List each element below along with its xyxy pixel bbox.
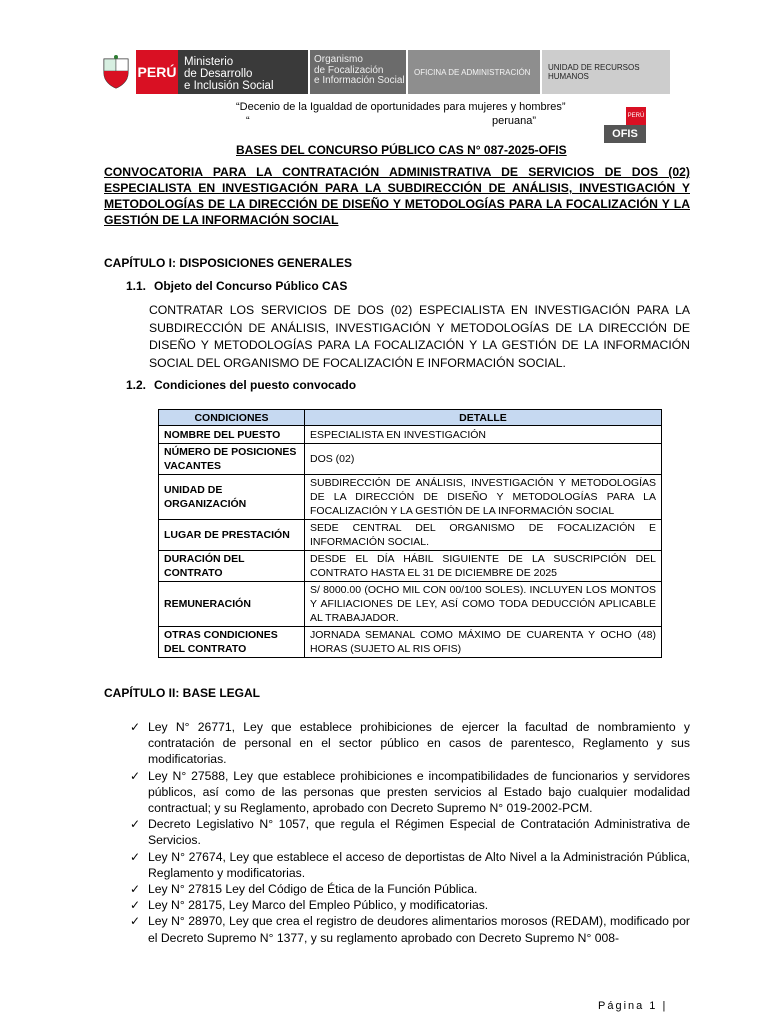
page-number: Página 1 | bbox=[598, 1000, 668, 1012]
document-title: BASES DEL CONCURSO PÚBLICO CAS N° 087-2025-OFIS bbox=[236, 143, 567, 157]
table-row bbox=[159, 582, 662, 627]
law-text: Ley N° 27815 Ley del Código de Ética de la Función Pública. bbox=[148, 882, 478, 897]
organismo-name bbox=[310, 50, 406, 94]
section-1-1-title bbox=[126, 279, 347, 293]
section-number: 1.1. bbox=[126, 279, 147, 293]
table-key: DURACIÓN DEL CONTRATO bbox=[159, 551, 305, 582]
table-value: S/ 8000.00 (OCHO MIL CON 00/100 SOLES). INCLUYEN LOS MONTOS Y AFILIACIONES DE LEY, ASÍ COMO TODA DEDUCCIÓN APLICABLE AL TRABAJADOR. bbox=[305, 582, 662, 627]
table-row bbox=[159, 426, 662, 444]
conditions-table bbox=[158, 409, 662, 658]
law-text: Decreto Legislativo N° 1057, que regula el Régimen Especial de Contratación Administrativa de Servicios. bbox=[148, 817, 690, 848]
table-header-detalle: DETALLE bbox=[305, 410, 662, 426]
law-text: Ley N° 28175, Ley Marco del Empleo Público, y modificatorias. bbox=[148, 898, 489, 913]
organismo-line: Organismo bbox=[314, 54, 363, 65]
table-value: ESPECIALISTA EN INVESTIGACIÓN bbox=[305, 426, 662, 444]
table-row bbox=[159, 520, 662, 551]
list-item bbox=[130, 849, 690, 881]
law-text: Ley N° 26771, Ley que establece prohibiciones de ejercer la facultad de nombramiento y contratación de personal en el sector público en casos de parentesco, Reglamento y sus modificatorias. bbox=[148, 720, 690, 767]
table-row bbox=[159, 551, 662, 582]
list-item bbox=[130, 768, 690, 817]
table-value: DOS (02) bbox=[305, 444, 662, 475]
objeto-paragraph: CONTRATAR LOS SERVICIOS DE DOS (02) ESPECIALISTA EN INVESTIGACIÓN PARA LA SUBDIRECCIÓN DE ANÁLISIS, INVESTIGACIÓN Y METODOLOGÍAS DE LA DIRECCIÓN DE DISEÑO Y METODOLOGÍAS PARA LA FOCALIZACIÓN Y LA GESTIÓN DE LA INFORMACIÓN SOCIAL DEL ORGANISMO DE FOCALIZACIÓN E INFORMACIÓN SOCIAL. bbox=[149, 303, 690, 370]
legal-basis-list bbox=[130, 719, 690, 946]
section-1-2-title bbox=[126, 378, 356, 392]
table-header-row bbox=[159, 410, 662, 426]
table-key: UNIDAD DE ORGANIZACIÓN bbox=[159, 475, 305, 520]
law-text: Ley N° 28970, Ley que crea el registro de deudores alimentarios morosos (REDAM), modificado por el Decreto Supremo N° 1377, y su reglamento aprobado con Decreto Supremo N° 008- bbox=[148, 914, 690, 945]
section-label: Objeto del Concurso Público CAS bbox=[154, 279, 348, 293]
institution-header bbox=[96, 50, 676, 94]
law-text: Ley N° 27588, Ley que establece prohibiciones e incompatibilidades de funcionarios y servidores públicos, así como de las personas que presten servicios al Estado bajo cualquier modalidad contractual; y su Reglamento, aprobado con Decreto Supremo N° 019-2002-PCM. bbox=[148, 768, 690, 816]
table-value: SEDE CENTRAL DEL ORGANISMO DE FOCALIZACIÓN E INFORMACIÓN SOCIAL. bbox=[305, 520, 662, 551]
organismo-line: e Información Social bbox=[314, 75, 405, 86]
decenio-peruana: peruana” bbox=[491, 115, 536, 127]
ministry-line: e Inclusión Social bbox=[184, 80, 274, 92]
coat-of-arms-icon bbox=[96, 50, 136, 94]
table-row bbox=[159, 627, 662, 658]
convocatoria-heading: CONVOCATORIA PARA LA CONTRATACIÓN ADMINISTRATIVA DE SERVICIOS DE DOS (02) ESPECIALISTA EN INVESTIGACIÓN PARA LA SUBDIRECCIÓN DE ANÁLISIS, INVESTIGACIÓN Y METODOLOGÍAS DE LA DIRECCIÓN DE DISEÑO Y METODOLOGÍAS PARA LA FOCALIZACIÓN Y LA GESTIÓN DE LA INFORMACIÓN SOCIAL bbox=[104, 165, 690, 227]
organismo-line: de Focalización bbox=[314, 64, 384, 76]
table-value: JORNADA SEMANAL COMO MÁXIMO DE CUARENTA Y OCHO (48) HORAS (SUJETO AL RIS OFIS) bbox=[305, 627, 662, 658]
checkmark-icon: ✓ bbox=[130, 720, 141, 734]
oficina-name: OFICINA DE ADMINISTRACIÓN bbox=[408, 50, 540, 94]
law-text: Ley N° 27674, Ley que establece el acceso de deportistas de Alto Nivel a la Administración Pública, Reglamento y modificatorias. bbox=[148, 849, 690, 880]
table-header-condiciones: CONDICIONES bbox=[159, 410, 305, 426]
peru-brand: PERÚ bbox=[136, 50, 178, 94]
decenio-line-1: “Decenio de la Igualdad de oportunidades para mujeres y hombres” bbox=[236, 101, 566, 113]
checkmark-icon: ✓ bbox=[130, 817, 141, 832]
section-number: 1.2. bbox=[126, 378, 147, 392]
ofis-logo bbox=[604, 107, 646, 145]
table-row bbox=[159, 475, 662, 520]
list-item bbox=[130, 816, 690, 848]
ofis-label: OFIS bbox=[604, 125, 646, 143]
list-item bbox=[130, 881, 690, 897]
ministry-line: Ministerio bbox=[184, 56, 234, 68]
table-key: NOMBRE DEL PUESTO bbox=[159, 426, 305, 444]
checkmark-icon: ✓ bbox=[130, 882, 141, 897]
table-row bbox=[159, 444, 662, 475]
checkmark-icon: ✓ bbox=[130, 768, 141, 783]
ministry-name bbox=[178, 50, 308, 94]
checkmark-icon: ✓ bbox=[130, 849, 141, 864]
chapter-1-title: CAPÍTULO I: DISPOSICIONES GENERALES bbox=[104, 256, 353, 270]
ministry-line: de Desarrollo bbox=[184, 68, 253, 80]
list-item bbox=[130, 897, 690, 913]
list-item bbox=[130, 913, 690, 945]
chapter-2-title: CAPÍTULO II: BASE LEGAL bbox=[104, 686, 260, 700]
checkmark-icon: ✓ bbox=[130, 914, 141, 929]
table-key: LUGAR DE PRESTACIÓN bbox=[159, 520, 305, 551]
unidad-name: UNIDAD DE RECURSOS HUMANOS bbox=[542, 50, 670, 94]
table-key: REMUNERACIÓN bbox=[159, 582, 305, 627]
decenio-open-quote: “ bbox=[246, 115, 250, 127]
list-item bbox=[130, 719, 690, 768]
table-key: OTRAS CONDICIONES DEL CONTRATO bbox=[159, 627, 305, 658]
table-key: NÚMERO DE POSICIONES VACANTES bbox=[159, 444, 305, 475]
table-value: SUBDIRECCIÓN DE ANÁLISIS, INVESTIGACIÓN Y METODOLOGÍAS DE LA DIRECCIÓN DE DISEÑO Y METODOLOGÍAS PARA LA FOCALIZACIÓN Y LA GESTIÓN DE LA INFORMACIÓN SOCIAL bbox=[305, 475, 662, 520]
checkmark-icon: ✓ bbox=[130, 898, 141, 913]
table-value: DESDE EL DÍA HÁBIL SIGUIENTE DE LA SUSCRIPCIÓN DEL CONTRATO HASTA EL 31 DE DICIEMBRE DE 2025 bbox=[305, 551, 662, 582]
ofis-peru-flag: PERÚ bbox=[626, 107, 646, 125]
section-label: Condiciones del puesto convocado bbox=[154, 378, 357, 392]
